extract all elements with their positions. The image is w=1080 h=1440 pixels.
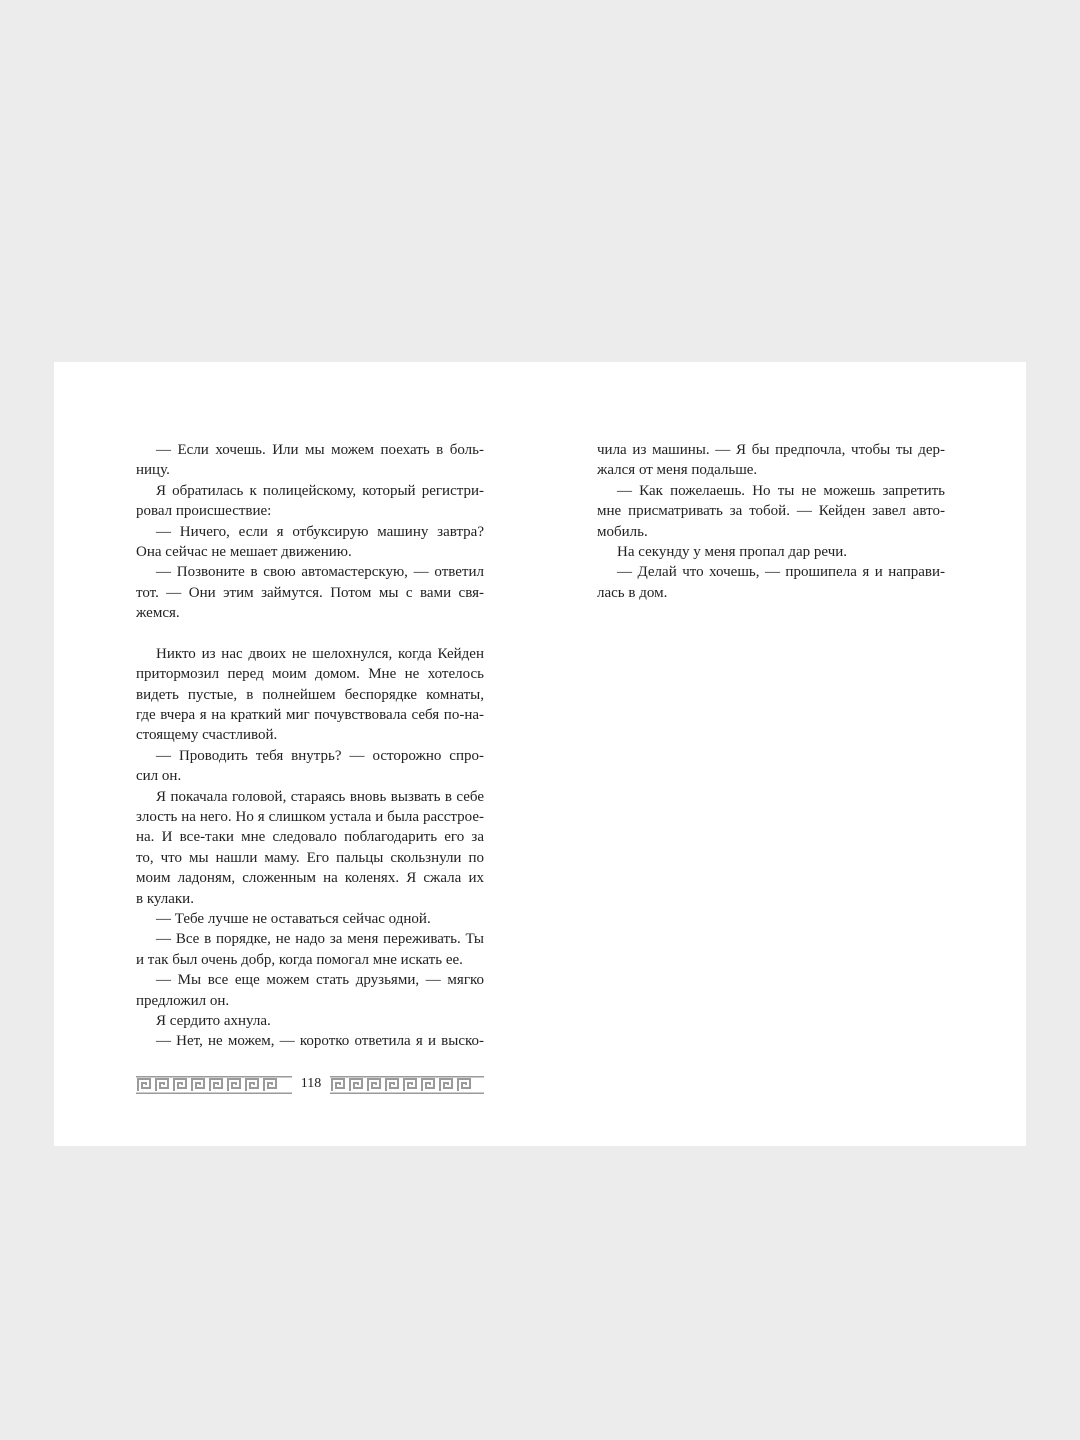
right-page-text	[597, 440, 945, 603]
text-line: мне присматривать за тобой. — Кейден завел авто-	[597, 503, 945, 520]
text-line: Я покачала головой, стараясь вновь вызвать в себе	[156, 788, 484, 805]
text-line: Я обратилась к полицейскому, который регистри-	[156, 482, 484, 499]
text-line: — Как пожелаешь. Но ты не можешь запретить	[617, 482, 945, 499]
text-line: — Проводить тебя внутрь? — осторожно спро-	[156, 747, 484, 764]
text-line: на. И все-таки мне следовало поблагодарить его за	[136, 829, 484, 846]
text-line: видеть пустые, в полнейшем беспорядке комнаты,	[136, 686, 484, 703]
text-line: — Если хочешь. Или мы можем поехать в боль-	[156, 442, 484, 458]
text-line: то, что мы нашли маму. Его пальцы скользнули по	[136, 849, 484, 866]
text-line: Я сердито ахнула.	[156, 1012, 271, 1029]
text-line: сил он.	[136, 768, 182, 785]
text-line: моим ладоням, сложенным на коленях. Я сжала их	[136, 870, 484, 887]
left-page-text	[136, 440, 484, 1052]
text-line: ницу.	[136, 462, 170, 479]
text-line: притормозил перед моим домом. Мне не хотелось	[136, 666, 484, 683]
text-line: ровал происшествие:	[136, 503, 272, 520]
text-line: — Ничего, если я отбуксирую машину завтра?	[156, 523, 484, 540]
text-line: стоящему счастливой.	[136, 727, 278, 744]
text-line: Никто из нас двоих не шелохнулся, когда Кейден	[156, 645, 484, 662]
text-line: в кулаки.	[136, 890, 194, 907]
text-line: злость на него. Но я слишком устала и была расстрое-	[136, 809, 484, 826]
text-line: На секунду у меня пропал дар речи.	[617, 543, 848, 560]
text-line: Она сейчас не мешает движению.	[136, 543, 352, 560]
text-line: — Тебе лучше не оставаться сейчас одной.	[156, 910, 431, 927]
text-line: и так был очень добр, когда помогал мне искать ее.	[136, 951, 463, 968]
book-spread	[54, 362, 1026, 1146]
text-line: мобиль.	[597, 523, 648, 540]
page-number: 118	[298, 1075, 324, 1093]
text-line: — Делай что хочешь, — прошипела я и направи-	[617, 564, 945, 581]
text-line: где вчера я на краткий миг почувствовала себя по-на-	[136, 707, 484, 724]
text-line: жался от меня подальше.	[597, 462, 758, 479]
text-line: — Все в порядке, не надо за меня переживать. Ты	[156, 931, 484, 948]
text-line: предложил он.	[136, 992, 230, 1009]
text-line: жемся.	[136, 605, 180, 622]
text-line: — Мы все еще можем стать друзьями, — мягко	[156, 972, 484, 989]
text-line: — Нет, не можем, — коротко ответила я и выско-	[156, 1033, 484, 1050]
text-line: лась в дом.	[597, 584, 668, 601]
text-line: тот. — Они этим займутся. Потом мы с вами свя-	[136, 584, 484, 601]
page-footer	[136, 1076, 484, 1094]
text-line: — Позвоните в свою автомастерскую, — ответил	[156, 564, 484, 581]
text-line: чила из машины. — Я бы предпочла, чтобы ты дер-	[597, 442, 945, 458]
paragraph-gap	[136, 624, 484, 644]
